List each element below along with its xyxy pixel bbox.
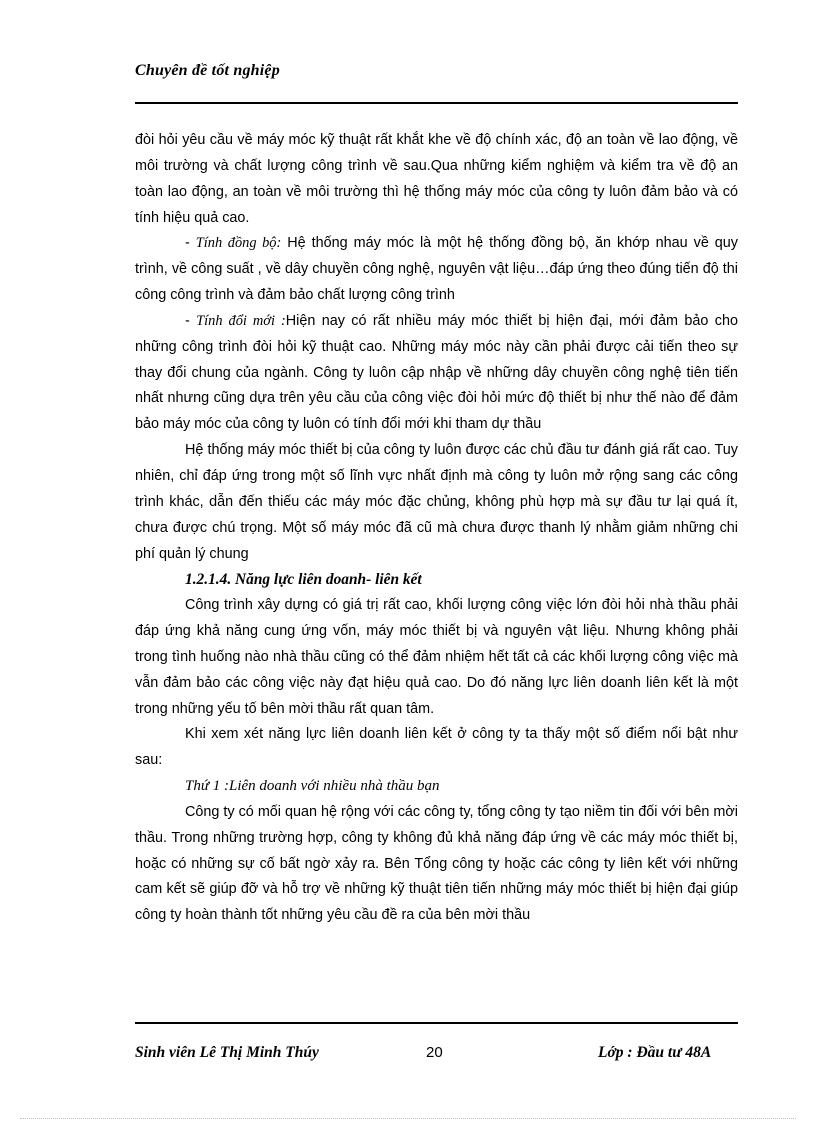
section-heading: 1.2.1.4. Năng lực liên doanh- liên kết bbox=[185, 571, 422, 589]
page-number: 20 bbox=[426, 1044, 443, 1061]
paragraph-joint-venture-capacity: Công trình xây dựng có giá trị rất cao, khối lượng công việc lớn đòi hỏi nhà thầu phải đáp ứng khả năng cung ứng vốn, máy móc thiết bị và nguyên vật liệu. Nhưng không phải trong tình huống nào nhà thầu cũng có thể đảm nhiệm hết tất cả các khối lượng công việc mà vẫn đảm bảo các công việc này đạt hiệu quả cao. Do đó năng lực liên doanh liên kết là một trong những yếu tố bên mời thầu rất quan tâm. bbox=[135, 597, 738, 717]
paragraph-partner-relations: Công ty có mối quan hệ rộng với các công ty, tổng công ty tạo niềm tin đối với bên mời thầu. Trong những trường hợp, công ty không đủ khả năng đáp ứng về các máy móc thiết bị, hoặc có những sự cố bất ngờ xảy ra. Bên Tổng công ty hoặc các công ty liên kết với những cam kết sẽ giúp đỡ và hỗ trợ về những kỹ thuật tiên tiến những máy móc thiết bị hiện đại giúp công ty hoàn thành tốt những yêu cầu đề ra của bên mời thầu bbox=[135, 803, 738, 924]
term-synchronization: Tính đồng bộ: bbox=[195, 235, 282, 252]
paragraph-innovation bbox=[135, 309, 738, 438]
paragraph-synchronization bbox=[135, 231, 738, 309]
bullet-dash: - bbox=[185, 235, 196, 252]
paragraph-machinery-requirements: đòi hỏi yêu cầu về máy móc kỹ thuật rất khắt khe về độ chính xác, độ an toàn về lao động, về môi trường và chất lượng công trình về sau.Qua những kiểm nghiệm và kiểm tra về độ an toàn lao động, an toàn về môi trường thì hệ thống máy móc của công ty luôn đảm bảo và có tính hiệu quả cao. bbox=[135, 132, 738, 226]
footer-divider bbox=[135, 1022, 738, 1024]
paragraph-evaluation: Hệ thống máy móc thiết bị của công ty luôn được các chủ đầu tư đánh giá rất cao. Tuy nhiên, chỉ đáp ứng trong một số lĩnh vực nhất định mà công ty luôn mở rộng sang các công trình khác, dẫn đến thiếu các máy móc đặc chủng, không phù hợp mà sự đầu tư lại quá ít, chưa được chú trọng. Một số máy móc đã cũ mà chưa được thanh lý nhằm giảm những chi phí quản lý chung bbox=[135, 442, 738, 562]
body-text bbox=[135, 128, 738, 929]
subheading-first-point: Thứ 1 :Liên doanh với nhiều nhà thầu bạn bbox=[185, 778, 440, 795]
paragraph-highlights-intro: Khi xem xét năng lực liên doanh liên kết ở công ty ta thấy một số điểm nổi bật như sau: bbox=[135, 726, 738, 769]
synchronization-text: Hệ thống máy móc là một hệ thống đồng bộ, ăn khớp nhau về quy trình, về công suất , về dây chuyền công nghệ, nguyên vật liệu…đáp ứng theo đúng tiến độ thi công công trình và đảm bảo chất lượng công trình bbox=[135, 235, 738, 304]
header-divider bbox=[135, 102, 738, 104]
footer-student-name: Sinh viên Lê Thị Minh Thúy bbox=[135, 1044, 319, 1061]
bullet-dash: - bbox=[185, 312, 197, 329]
footer-class: Lớp : Đầu tư 48A bbox=[598, 1044, 712, 1061]
innovation-text: Hiện nay có rất nhiều máy móc thiết bị hiện đại, mới đảm bảo cho những công trình đòi hỏi kỹ thuật cao. Những máy móc này cần phải được cải tiến theo sự thay đổi chung của ngành. Công ty luôn cập nhập về những dây chuyền công nghệ tiên tiến nhất nhưng cũng dựa trên yêu cầu của công việc đòi hỏi mức độ thiết bị như thế nào để đảm bảo máy móc của công ty luôn có tính đổi mới khi tham dự thầu bbox=[135, 312, 738, 433]
page-edge-divider bbox=[20, 1118, 796, 1119]
term-innovation: Tính đổi mới : bbox=[196, 312, 286, 329]
header-title: Chuyên đề tốt nghiệp bbox=[135, 62, 280, 79]
